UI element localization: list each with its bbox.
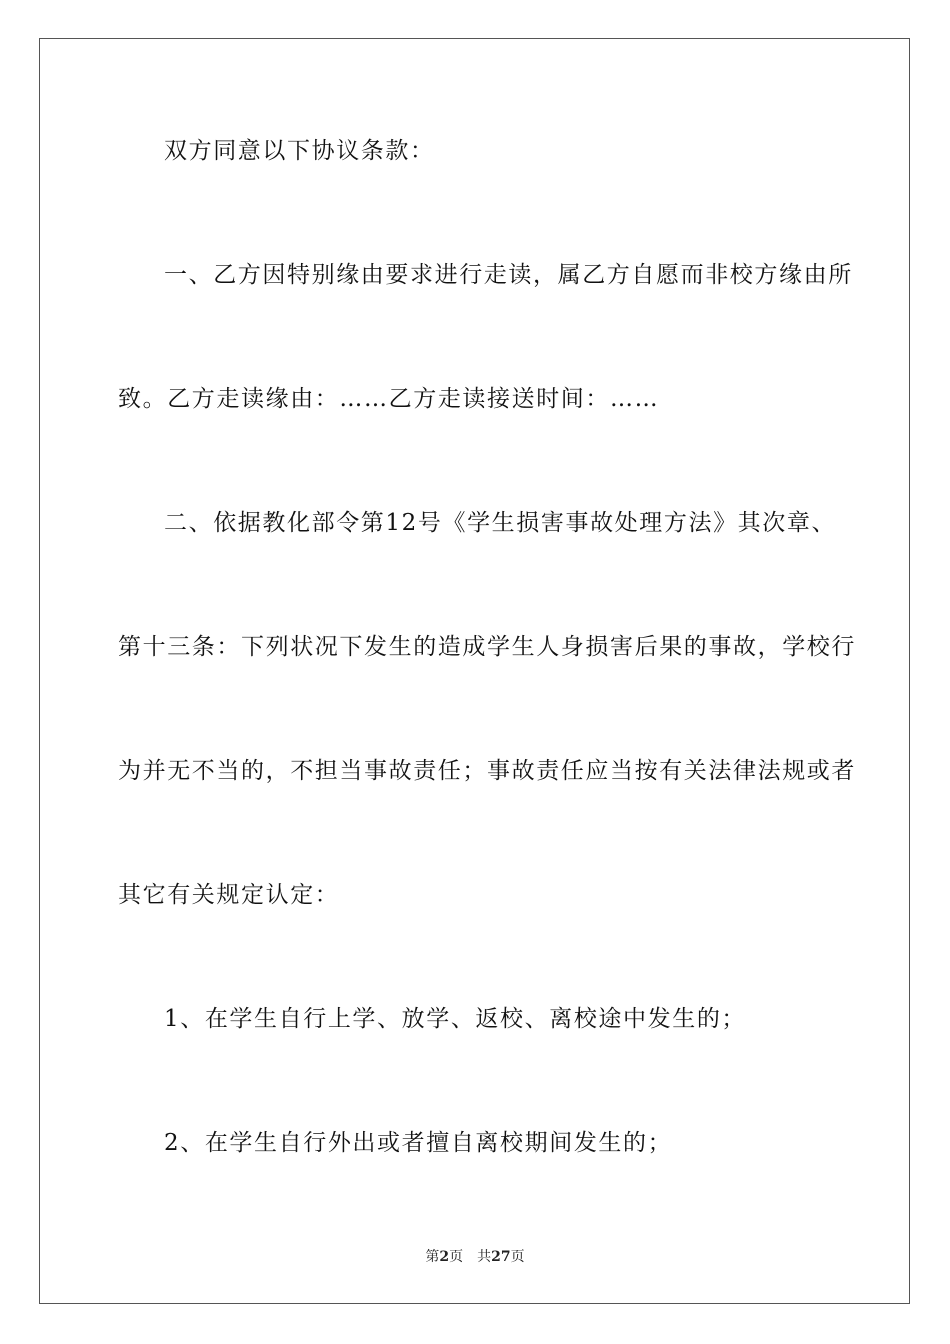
paragraph-line: 其它有关规定认定：	[118, 882, 340, 908]
paragraph-line: 第十三条：下列状况下发生的造成学生人身损害后果的事故，学校行	[118, 634, 856, 660]
paragraph-line: 致。乙方走读缘由：……乙方走读接送时间：……	[118, 386, 660, 412]
paragraph-line: 二、依据教化部令第12号《学生损害事故处理方法》其次章、	[164, 510, 837, 536]
page-border	[39, 38, 910, 1304]
list-item: 1、在学生自行上学、放学、返校、离校途中发生的；	[164, 1006, 747, 1032]
page-number: 2	[439, 1249, 450, 1265]
paragraph-line: 一、乙方因特别缘由要求进行走读，属乙方自愿而非校方缘由所	[164, 262, 853, 288]
paragraph-line: 为并无不当的，不担当事故责任；事故责任应当按有关法律法规或者	[118, 758, 856, 784]
page-footer	[0, 1248, 950, 1266]
total-prefix: 共	[477, 1249, 492, 1265]
paragraph-line: 双方同意以下协议条款：	[164, 138, 435, 164]
page-prefix: 第	[425, 1249, 440, 1265]
total-pages: 27	[491, 1249, 511, 1265]
total-suffix: 页	[510, 1249, 525, 1265]
page-suffix: 页	[449, 1249, 464, 1265]
list-item: 2、在学生自行外出或者擅自离校期间发生的；	[164, 1130, 673, 1156]
